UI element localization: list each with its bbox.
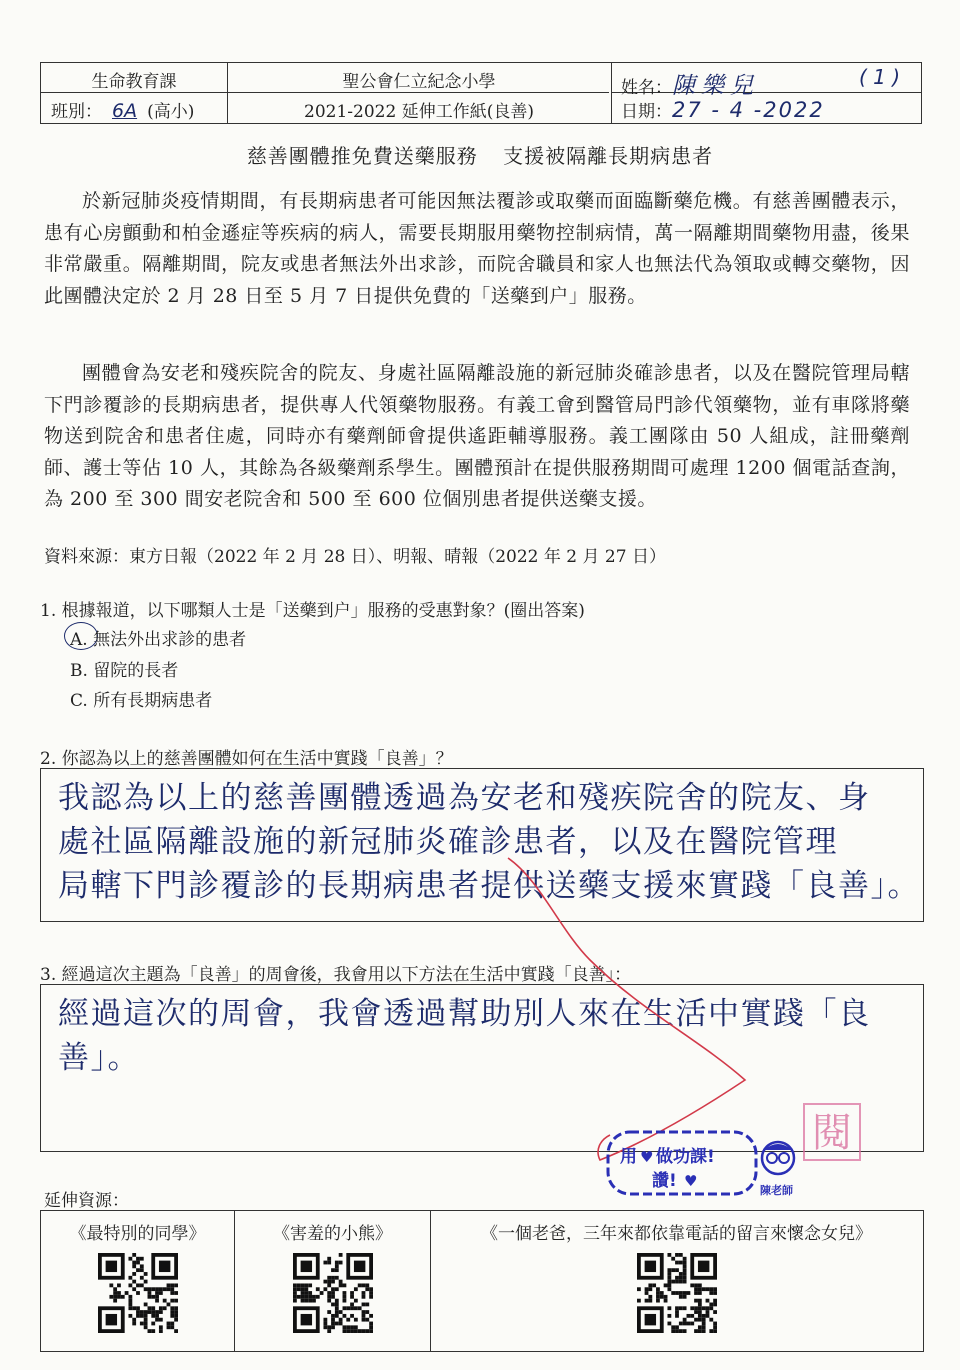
question-2: 2. 你認為以上的慈善團體如何在生活中實踐「良善」？ [40, 749, 453, 769]
qr-code-icon[interactable] [293, 1253, 373, 1333]
option-c: C. 所有長期病患者 [70, 691, 213, 711]
resource-1[interactable] [41, 1211, 235, 1351]
svg-text:讚!: 讚! [652, 1171, 677, 1191]
question-1: 1. 根據報道，以下哪類人士是「送藥到户」服務的受惠對象？(圈出答案) [40, 601, 585, 621]
teacher-stamp [604, 1122, 804, 1204]
resources-label: 延伸資源： [44, 1191, 129, 1211]
resource-2[interactable] [235, 1211, 431, 1351]
name-value: 陳樂兒 [672, 73, 759, 99]
svg-text:陳老師: 陳老師 [760, 1184, 793, 1197]
resource-1-title: 《最特別的同學》 [69, 1224, 206, 1244]
article-paragraph-2: 團體會為安老和殘疾院舍的院友、身處社區隔離設施的新冠肺炎確診患者，以及在醫院管理局轄下門診覆診的長期病患者，提供專人代領藥物服務。有義工會到醫管局門診代領藥物，並有車隊將藥物送到院舍和患者住處，同時亦有藥劑師會提供遙距輔導服務。義工團隊由 50 人組成，註冊藥劑師、護士等佔 10 人，其餘為各級藥劑系學生。團體預計在提供服務期間可處理 1200 個電話查詢，為 200 至 300 間安老院舍和 500 至 600 位個別患者提供送藥支援。 [44, 362, 910, 510]
worksheet-title: 2021-2022 延伸工作紙(良善) [304, 102, 534, 122]
svg-text:閱: 閱 [812, 1110, 852, 1156]
name-field: 姓名：陳樂兒 [621, 73, 759, 99]
svg-text:♥: ♥ [640, 1148, 654, 1166]
header-table [40, 62, 922, 124]
divider [611, 63, 612, 123]
school-name: 聖公會仁立紀念小學 [342, 72, 496, 92]
date-value: 27 - 4 -2022 [672, 98, 825, 122]
subject-label: 生命教育課 [91, 72, 177, 92]
svg-text:做功課!: 做功課! [656, 1147, 715, 1167]
svg-text:用: 用 [620, 1147, 637, 1167]
class-value: 6A [112, 100, 138, 122]
article-title: 慈善團體推免費送藥服務 支援被隔離長期病患者 [246, 144, 714, 168]
class-label: 班別： 6A (高小) [51, 100, 195, 122]
resource-3-title: 《一個老爸，三年來都依靠電話的留言來懷念女兒》 [481, 1224, 872, 1244]
qr-code-icon[interactable] [637, 1253, 717, 1333]
resource-3[interactable] [431, 1211, 922, 1351]
student-number: ( 1 ) [859, 65, 901, 89]
answer-2-text: 我認為以上的慈善團體透過為安老和殘疾院舍的院友、身 處社區隔離設施的新冠肺炎確診患者，以及在醫院管理 局轄下門診覆診的長期病患者提供送藥支援來實踐「良善」。 [58, 780, 920, 904]
option-b: B. 留院的長者 [70, 661, 179, 681]
qr-code-icon[interactable] [98, 1253, 178, 1333]
divider [41, 92, 609, 93]
article-source: 資料來源：東方日報（2022 年 2 月 28 日）、明報、晴報（2022 年 2 月 27 日） [44, 547, 666, 567]
seal-stamp [800, 1100, 864, 1164]
resource-2-title: 《害羞的小熊》 [273, 1224, 392, 1244]
option-a: A. 無法外出求診的患者 [70, 630, 247, 650]
svg-text:♥: ♥ [684, 1172, 698, 1190]
question-3: 3. 經過這次主題為「良善」的周會後，我會用以下方法在生活中實踐「良善」： [40, 965, 632, 985]
date-field: 日期：27 - 4 -2022 [621, 98, 825, 122]
article-paragraph-1: 於新冠肺炎疫情期間，有長期病患者可能因無法覆診或取藥而面臨斷藥危機。有慈善團體表示，患有心房顫動和柏金遜症等疾病的病人，需要長期服用藥物控制病情，萬一隔離期間藥物用盡，後果非常嚴重。隔離期間，院友或患者無法外出求診，而院舍職員和家人也無法代為領取或轉交藥物，因此團體決定於 2 月 28 日至 5 月 7 日提供免費的「送藥到户」服務。 [44, 190, 910, 307]
resources-table [40, 1210, 924, 1352]
answer-3-text: 經過這次的周會，我會透過幫助別人來在生活中實踐「良善」。 [58, 996, 871, 1076]
